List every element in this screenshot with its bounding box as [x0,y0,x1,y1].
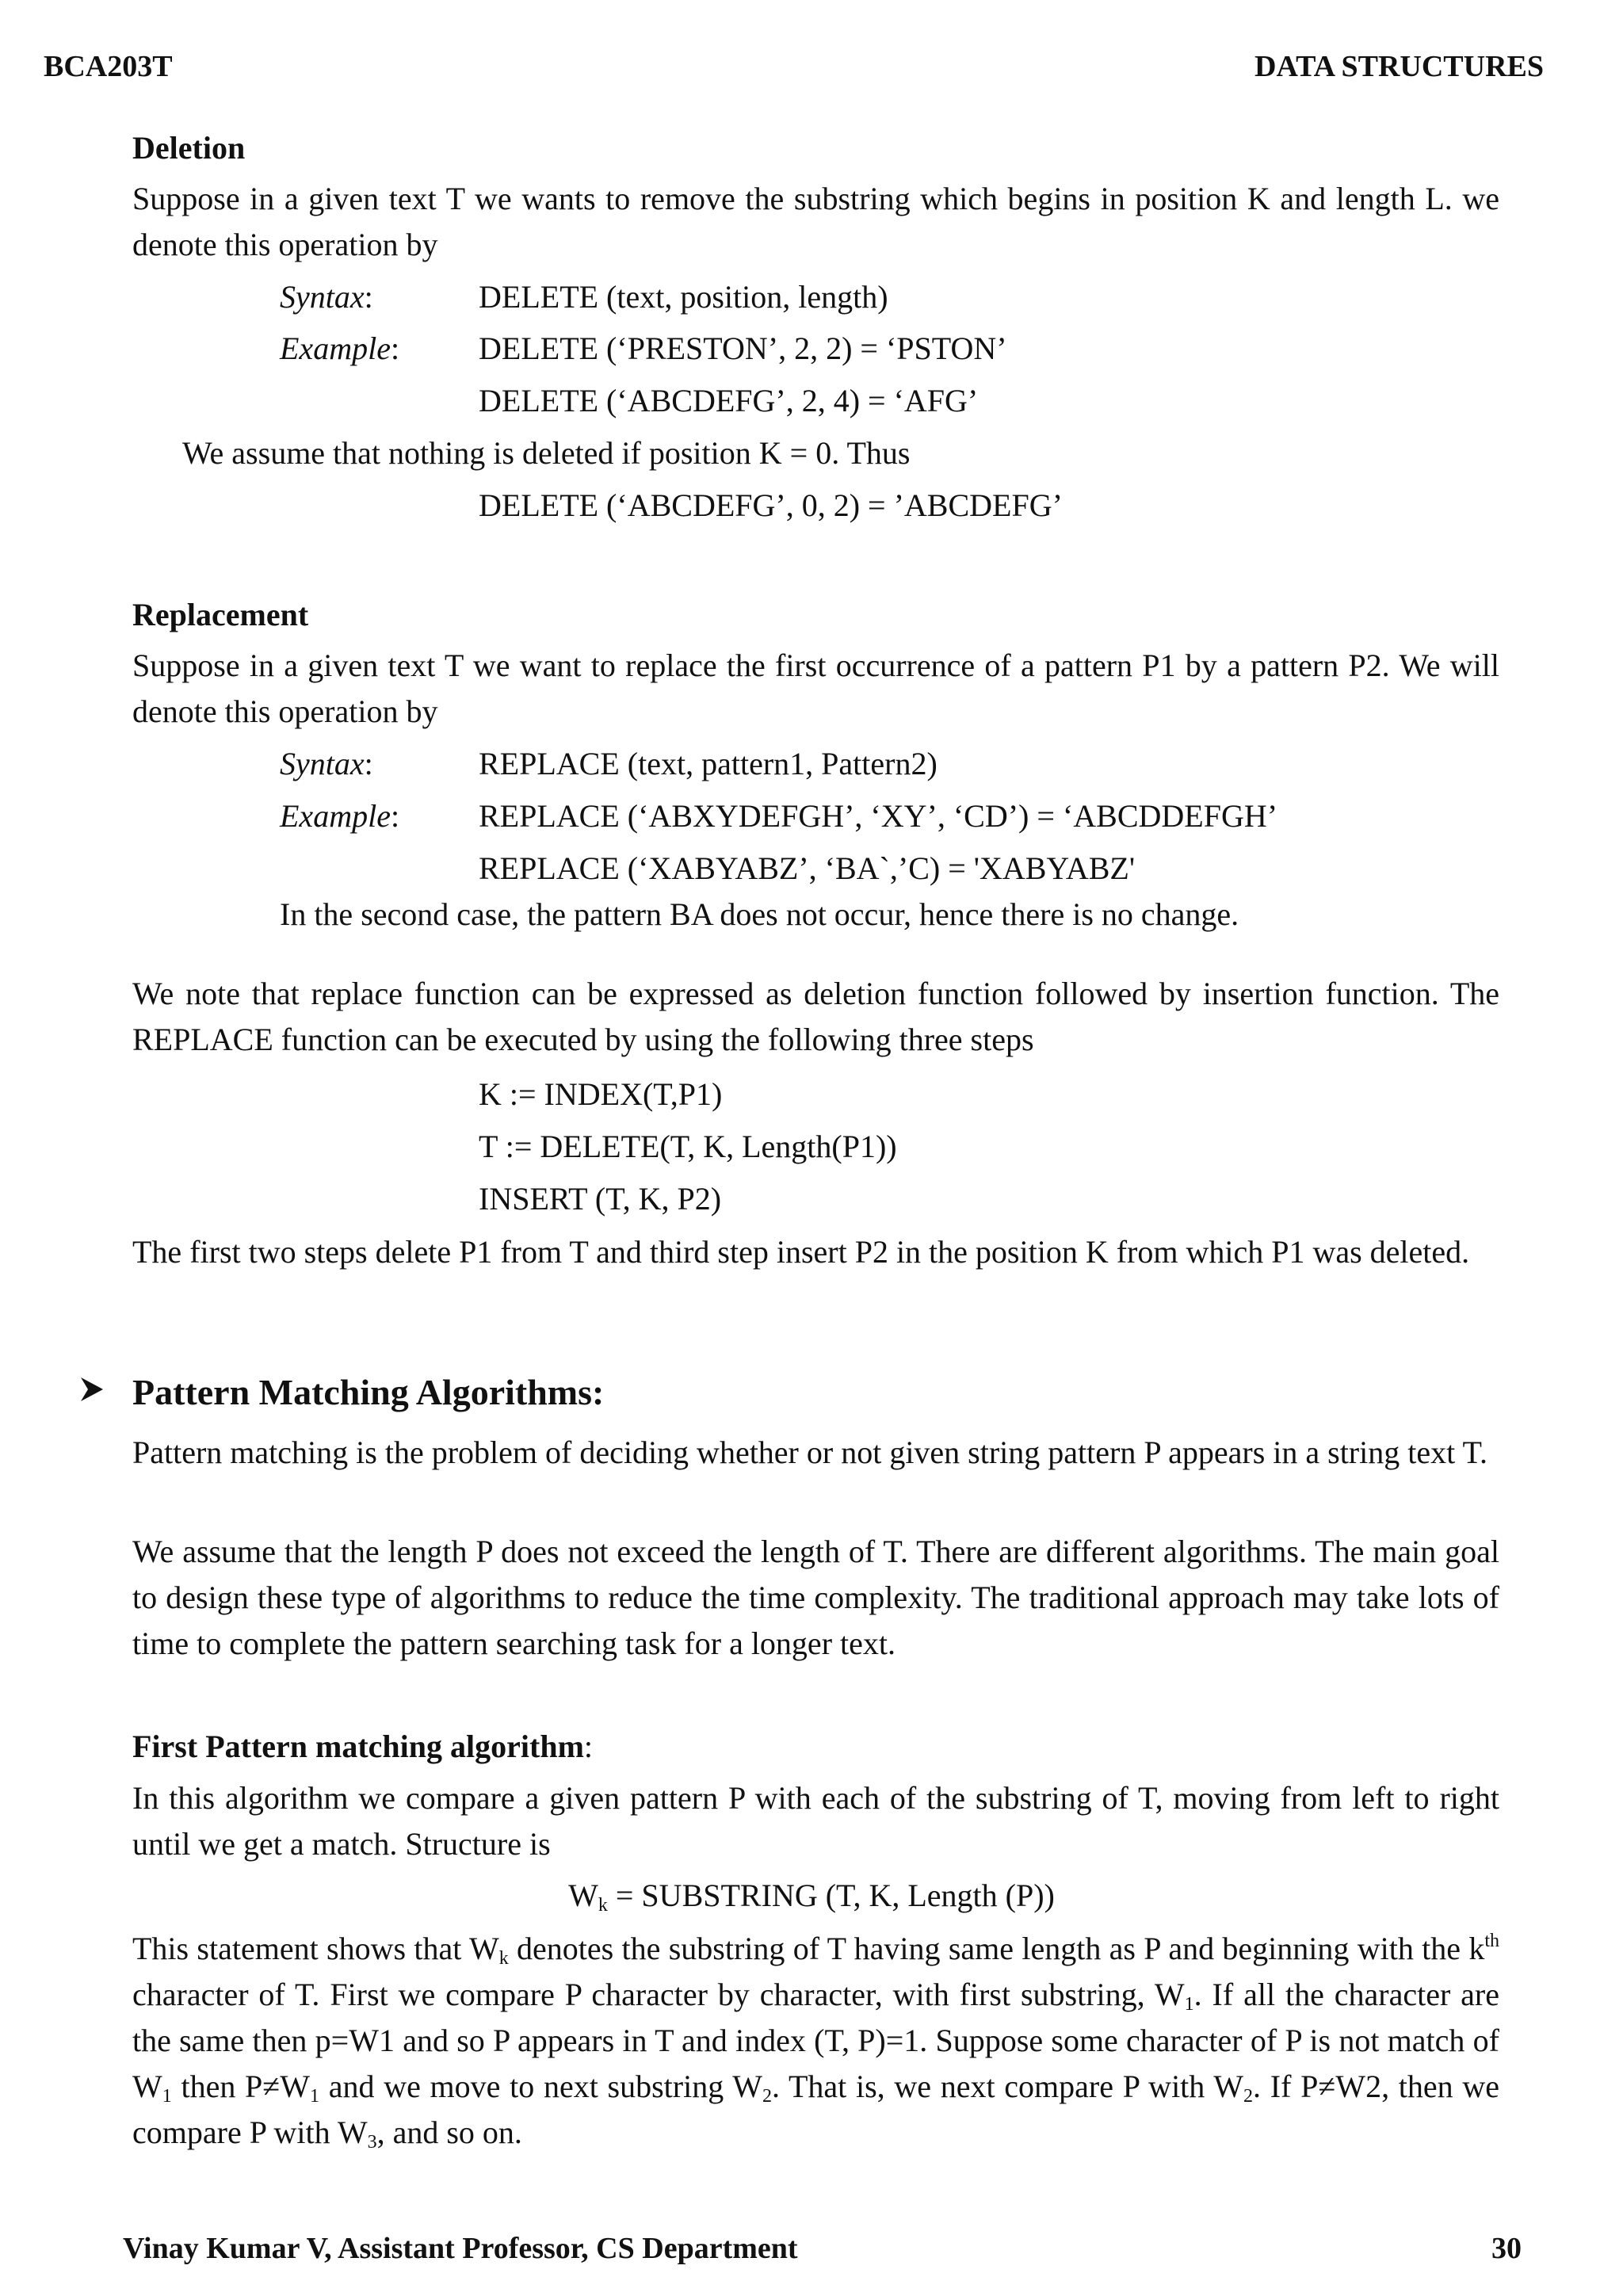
replacement-step-3: INSERT (T, K, P2) [479,1181,722,1217]
deletion-syntax: DELETE (text, position, length) [479,279,888,315]
bullet-arrow-icon [79,1376,106,1407]
replacement-paragraph-2: We note that replace function can be expressed as deletion function followed by insertion function. The REPLACE function can be executed by using the following three steps [132,976,1499,1057]
replacement-step-1: K := INDEX(T,P1) [479,1076,723,1112]
pattern-matching-paragraph-1: Pattern matching is the problem of deciding whether or not given string pattern P appears in a string text T. [132,1435,1487,1470]
course-code: BCA203T [44,50,173,83]
first-algorithm-intro: In this algorithm we compare a given pattern P with each of the substring of T, moving from left to right until we get a match. Structure is [132,1780,1499,1862]
replacement-note: In the second case, the pattern BA does not occur, hence there is no change. [280,896,1239,932]
replacement-intro: Suppose in a given text T we want to replace the first occurrence of a pattern P1 by a pattern P2. We will denote this operation by [132,648,1499,729]
replacement-paragraph-3: The first two steps delete P1 from T and third step insert P2 in the position K from which P1 was deleted. [132,1234,1470,1270]
replacement-example-label: Example: [280,798,400,834]
first-algorithm-explanation: This statement shows that $W_k$ denotes the substring of T having same length as P and beginning with the $k^{th}$ character of T. First we compare P character by character, with first substring, $W_1$. If all the character are the same then p=W1 and so P appears in T and index (T, P)=1. Suppose some character of P is not match of $W_1$ then $P\ne W_1$ and we move to next substring $W_2$. That is, we next compare P with $W_2$. If P≠W2, then we compare P with $W_3$, and so on. [132,1931,1500,2153]
course-title: DATA STRUCTURES [1254,50,1544,83]
substring-formula: $W_k$ = SUBSTRING (T, K, Length (P)) [568,1878,1055,1916]
pattern-matching-paragraph-2: We assume that the length P does not exceed the length of T. There are different algorithms. The main goal to design these type of algorithms to reduce the time complexity. The traditional approach may take lots of time to complete the pattern searching task for a longer text. [132,1534,1499,1661]
first-algorithm-heading: First Pattern matching algorithm: [132,1729,594,1764]
deletion-heading: Deletion [132,130,246,166]
replacement-syntax-label: Syntax: [280,746,373,781]
pattern-matching-heading: Pattern Matching Algorithms: [132,1372,605,1412]
deletion-example-1: DELETE (‘PRESTON’, 2, 2) = ‘PSTON’ [479,330,1007,366]
deletion-example-3: DELETE (‘ABCDEFG’, 0, 2) = ’ABCDEFG’ [479,487,1063,523]
replacement-syntax: REPLACE (text, pattern1, Pattern2) [479,746,938,781]
replacement-example-1: REPLACE (‘ABXYDEFGH’, ‘XY’, ‘CD’) = ‘ABCDDEFGH’ [479,798,1278,834]
replacement-step-2: T := DELETE(T, K, Length(P1)) [479,1129,897,1164]
footer-author: Vinay Kumar V, Assistant Professor, CS Department [123,2232,798,2265]
deletion-intro: Suppose in a given text T we wants to remove the substring which begins in position K and length L. we denote this operation by [132,181,1499,262]
deletion-example-2: DELETE (‘ABCDEFG’, 2, 4) = ‘AFG’ [479,383,979,418]
page-number: 30 [1491,2232,1522,2265]
replacement-example-2: REPLACE (‘XABYABZ’, ‘BA`,’C) = 'XABYABZ' [479,850,1136,886]
deletion-example-label: Example: [280,330,400,366]
deletion-syntax-label: Syntax: [280,279,373,315]
deletion-note: We assume that nothing is deleted if position K = 0. Thus [182,435,911,471]
replacement-heading: Replacement [132,597,309,632]
